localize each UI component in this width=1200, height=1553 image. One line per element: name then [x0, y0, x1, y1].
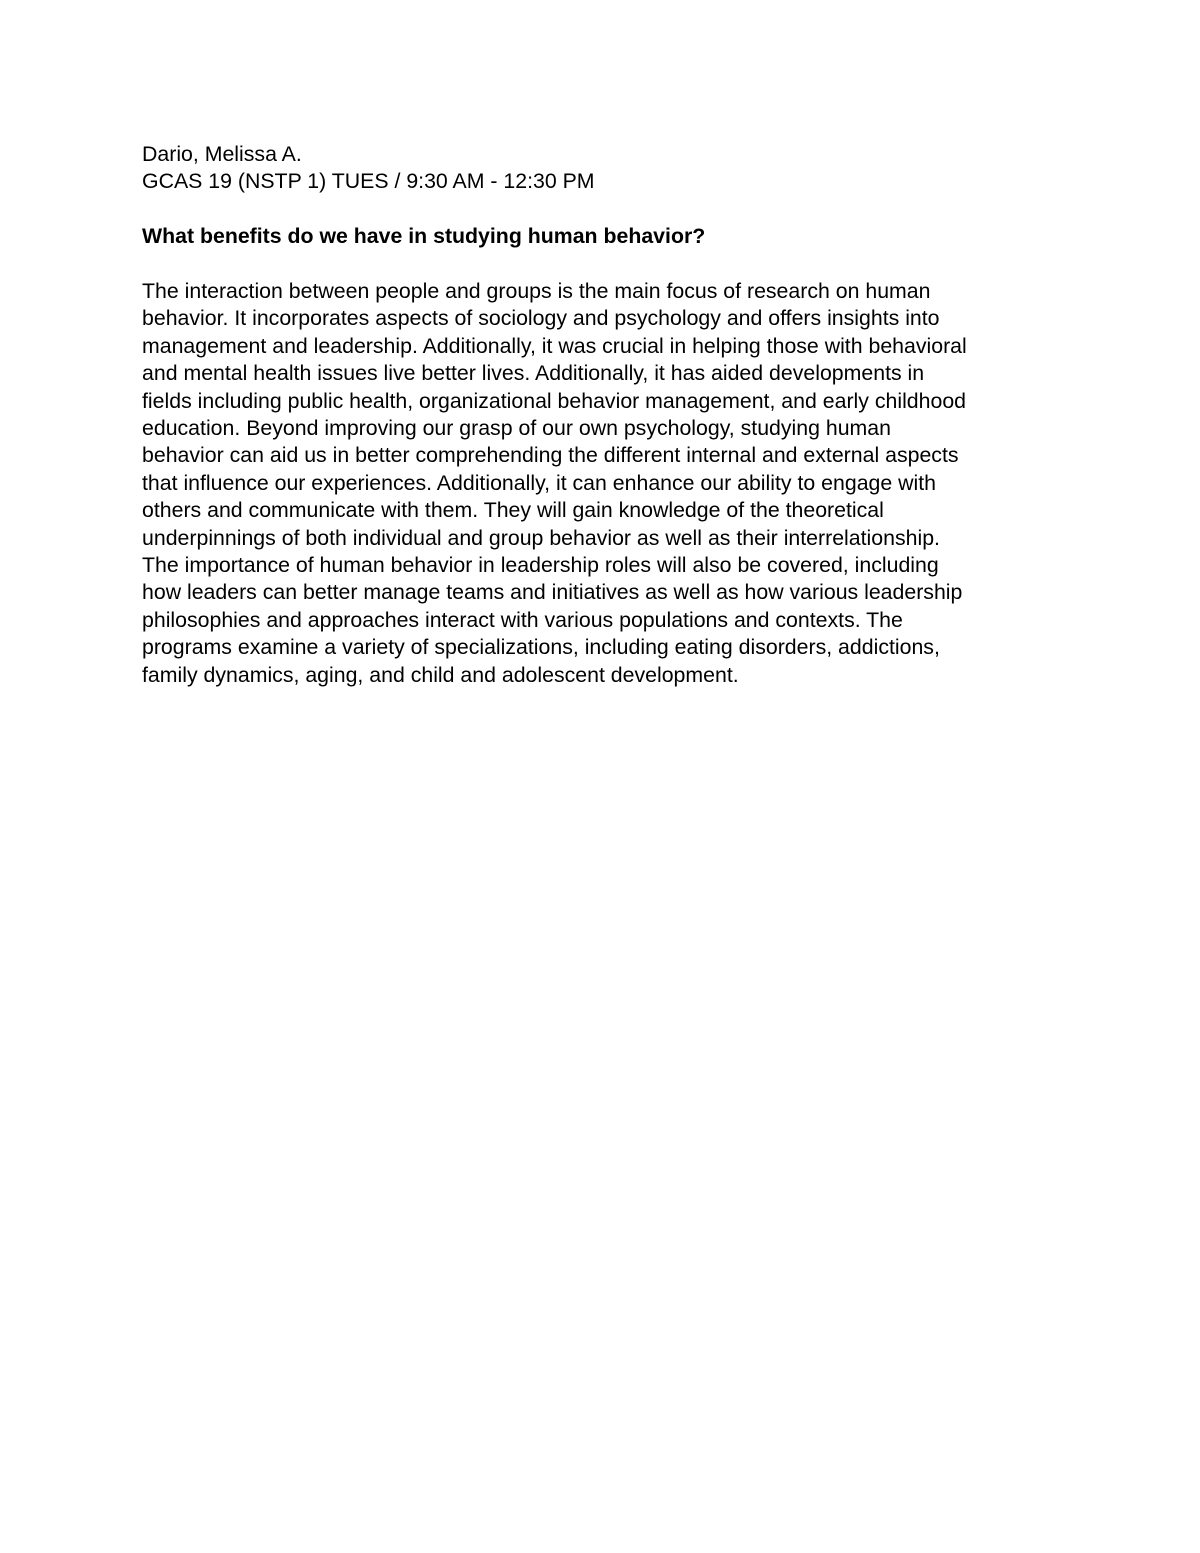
essay-body: [142, 278, 1072, 689]
body-line: underpinnings of both individual and group behavior as well as their interrelationship.: [142, 525, 940, 550]
document-content: [142, 141, 1072, 689]
body-line: behavior can aid us in better comprehending the different internal and external aspects: [142, 443, 959, 468]
body-line: programs examine a variety of specializations, including eating disorders, addictions,: [142, 635, 940, 660]
body-line: how leaders can better manage teams and initiatives as well as how various leadership: [142, 580, 963, 605]
body-line: education. Beyond improving our grasp of our own psychology, studying human: [142, 416, 891, 441]
spacer: [142, 251, 1072, 278]
body-line: philosophies and approaches interact with various populations and contexts. The: [142, 607, 903, 632]
body-line: others and communicate with them. They will gain knowledge of the theoretical: [142, 498, 884, 523]
body-line: fields including public health, organizational behavior management, and early childhood: [142, 388, 967, 413]
author-name: Dario, Melissa A.: [142, 142, 302, 166]
body-line: The interaction between people and groups is the main focus of research on human: [142, 279, 931, 303]
body-line: that influence our experiences. Additionally, it can enhance our ability to engage with: [142, 470, 937, 495]
essay-question: What benefits do we have in studying human behavior?: [142, 224, 706, 249]
body-line: and mental health issues live better lives. Additionally, it has aided developments in: [142, 361, 925, 386]
spacer: [142, 196, 1072, 223]
body-line: behavior. It incorporates aspects of sociology and psychology and offers insights into: [142, 306, 940, 331]
course-info: GCAS 19 (NSTP 1) TUES / 9:30 AM - 12:30 PM: [142, 169, 595, 194]
body-line: The importance of human behavior in leadership roles will also be covered, including: [142, 553, 939, 578]
body-line: family dynamics, aging, and child and adolescent development.: [142, 662, 739, 687]
body-line: management and leadership. Additionally, it was crucial in helping those with behavioral: [142, 333, 967, 358]
